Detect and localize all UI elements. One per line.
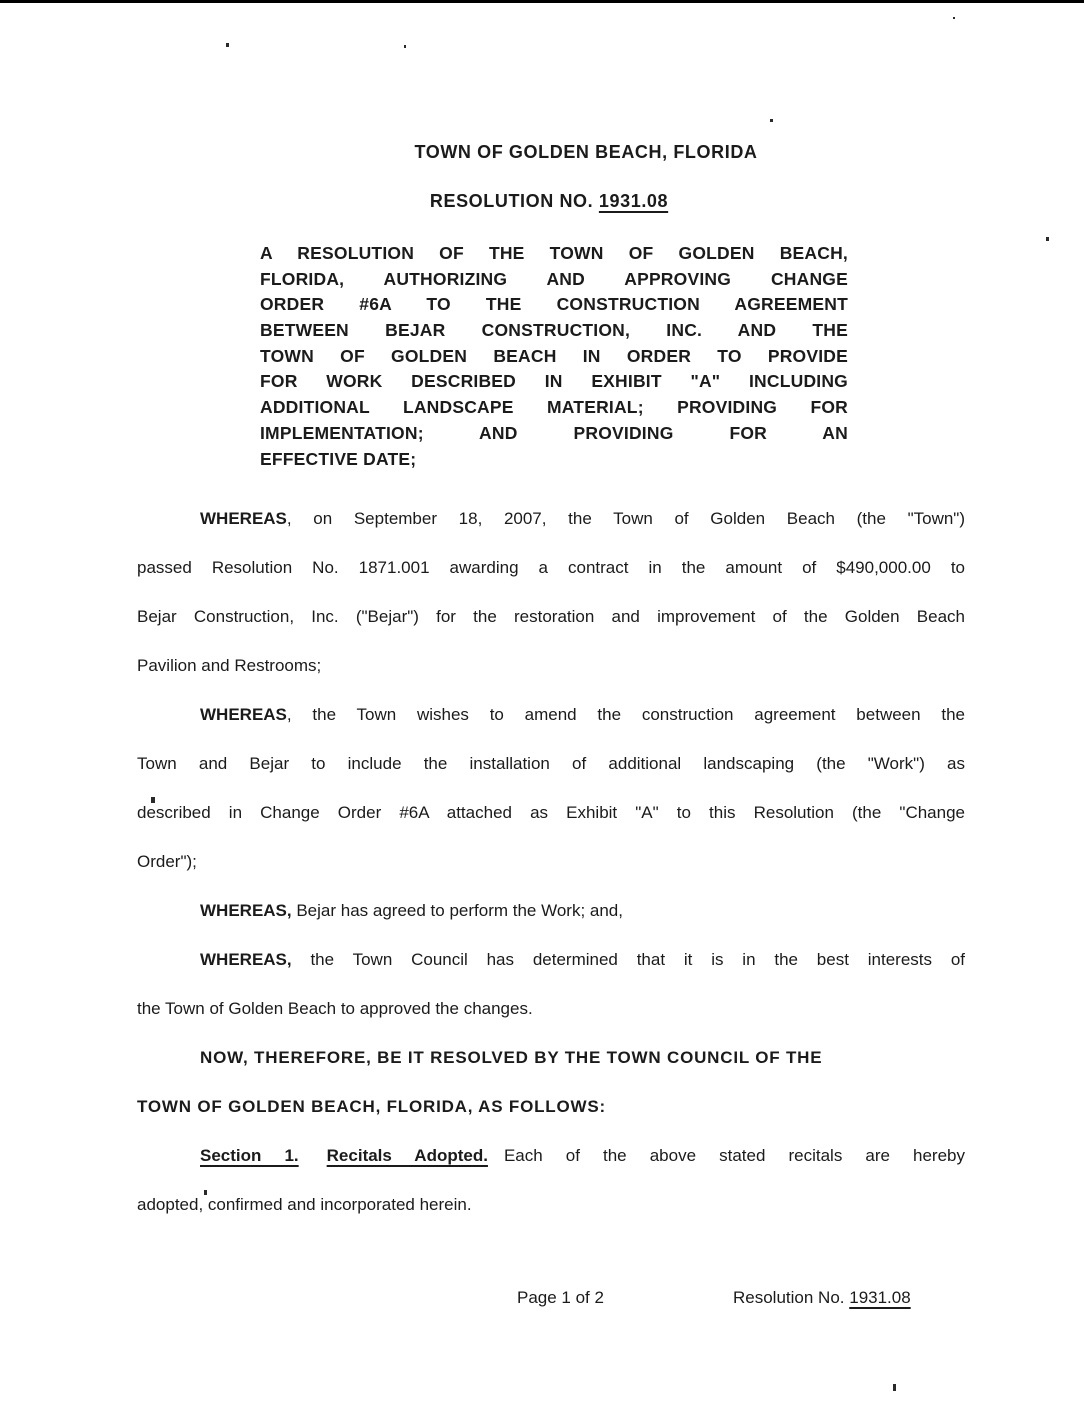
resolution-preamble	[260, 241, 848, 472]
body-line-text: the Town Council has determined that it is in the best interests of	[291, 950, 965, 969]
scan-speck	[204, 1190, 207, 1195]
whereas-clause-4-line	[137, 935, 965, 984]
section-1-line: adopted, confirmed and incorporated herein.	[137, 1195, 472, 1214]
resolution-body	[137, 494, 965, 1229]
resolution-heading-number: 1931.08	[598, 191, 669, 211]
whereas-clause-2-line: described in Change Order #6A attached as Exhibit "A" to this Resolution (the "Change	[137, 803, 965, 822]
whereas-clause-1-line: passed Resolution No. 1871.001 awarding a contract in the amount of $490,000.00 to	[137, 558, 965, 577]
scan-speck	[770, 119, 773, 122]
footer-resolution-label: Resolution No.	[733, 1288, 850, 1307]
preamble-line: BETWEEN BEJAR CONSTRUCTION, INC. AND THE	[260, 320, 848, 341]
preamble-line: FOR WORK DESCRIBED IN EXHIBIT "A" INCLUDING	[260, 371, 848, 392]
scan-speck	[953, 17, 955, 19]
whereas-lead: WHEREAS	[200, 705, 287, 724]
whereas-clause-1-line: Bejar Construction, Inc. ("Bejar") for the restoration and improvement of the Golden Beach	[137, 607, 965, 626]
preamble-line: FLORIDA, AUTHORIZING AND APPROVING CHANGE	[260, 268, 848, 289]
preamble-line: ADDITIONAL LANDSCAPE MATERIAL; PROVIDING FOR	[260, 397, 848, 418]
whereas-clause-1-line	[137, 494, 965, 543]
page-number-label: Page 1 of 2	[517, 1288, 604, 1307]
footer-resolution-value: 1931.08	[849, 1288, 911, 1307]
resolution-heading-label: RESOLUTION NO.	[429, 191, 599, 211]
preamble-line: IMPLEMENTATION; AND PROVIDING FOR AN	[260, 422, 848, 443]
whereas-clause-3-line	[137, 886, 965, 935]
whereas-clause-2-line: Order");	[137, 852, 197, 871]
now-therefore-line: NOW, THEREFORE, BE IT RESOLVED BY THE TOWN COUNCIL OF THE	[200, 1048, 823, 1067]
scan-speck	[893, 1384, 896, 1391]
scan-speck	[404, 45, 406, 48]
scan-speck	[151, 797, 155, 803]
preamble-line: ORDER #6A TO THE CONSTRUCTION AGREEMENT	[260, 294, 848, 315]
body-line-text: Bejar has agreed to perform the Work; and,	[291, 901, 623, 920]
preamble-line: A RESOLUTION OF THE TOWN OF GOLDEN BEACH,	[260, 243, 848, 263]
now-therefore-line: TOWN OF GOLDEN BEACH, FLORIDA, AS FOLLOWS:	[137, 1097, 606, 1116]
section-1-line	[137, 1131, 965, 1180]
resolution-heading	[430, 191, 668, 212]
whereas-clause-2-line: Town and Bejar to include the installation of additional landscaping (the "Work") as	[137, 754, 965, 773]
preamble-line: EFFECTIVE DATE;	[260, 448, 417, 469]
whereas-clause-2-line	[137, 690, 965, 739]
whereas-lead: WHEREAS,	[200, 901, 292, 920]
body-line-text: , the Town wishes to amend the construction agreement between the	[286, 705, 965, 724]
scan-speck	[1046, 237, 1049, 241]
preamble-line: TOWN OF GOLDEN BEACH IN ORDER TO PROVIDE	[260, 345, 848, 366]
section-title: Recitals Adopted.	[326, 1146, 488, 1165]
whereas-clause-1-line: Pavilion and Restrooms;	[137, 656, 322, 675]
scan-speck	[226, 43, 229, 47]
document-title: TOWN OF GOLDEN BEACH, FLORIDA	[414, 142, 758, 162]
body-line-text: , on September 18, 2007, the Town of Golden Beach (the "Town")	[286, 509, 965, 528]
whereas-lead: WHEREAS,	[200, 950, 292, 969]
scan-edge-artifact	[0, 0, 1084, 3]
section-number: Section 1.	[200, 1146, 299, 1165]
body-line-text: Each of the above stated recitals are hereby	[503, 1146, 965, 1165]
whereas-lead: WHEREAS	[200, 509, 287, 528]
footer-resolution-number	[733, 1288, 911, 1308]
whereas-clause-4-line: the Town of Golden Beach to approved the changes.	[137, 999, 533, 1018]
